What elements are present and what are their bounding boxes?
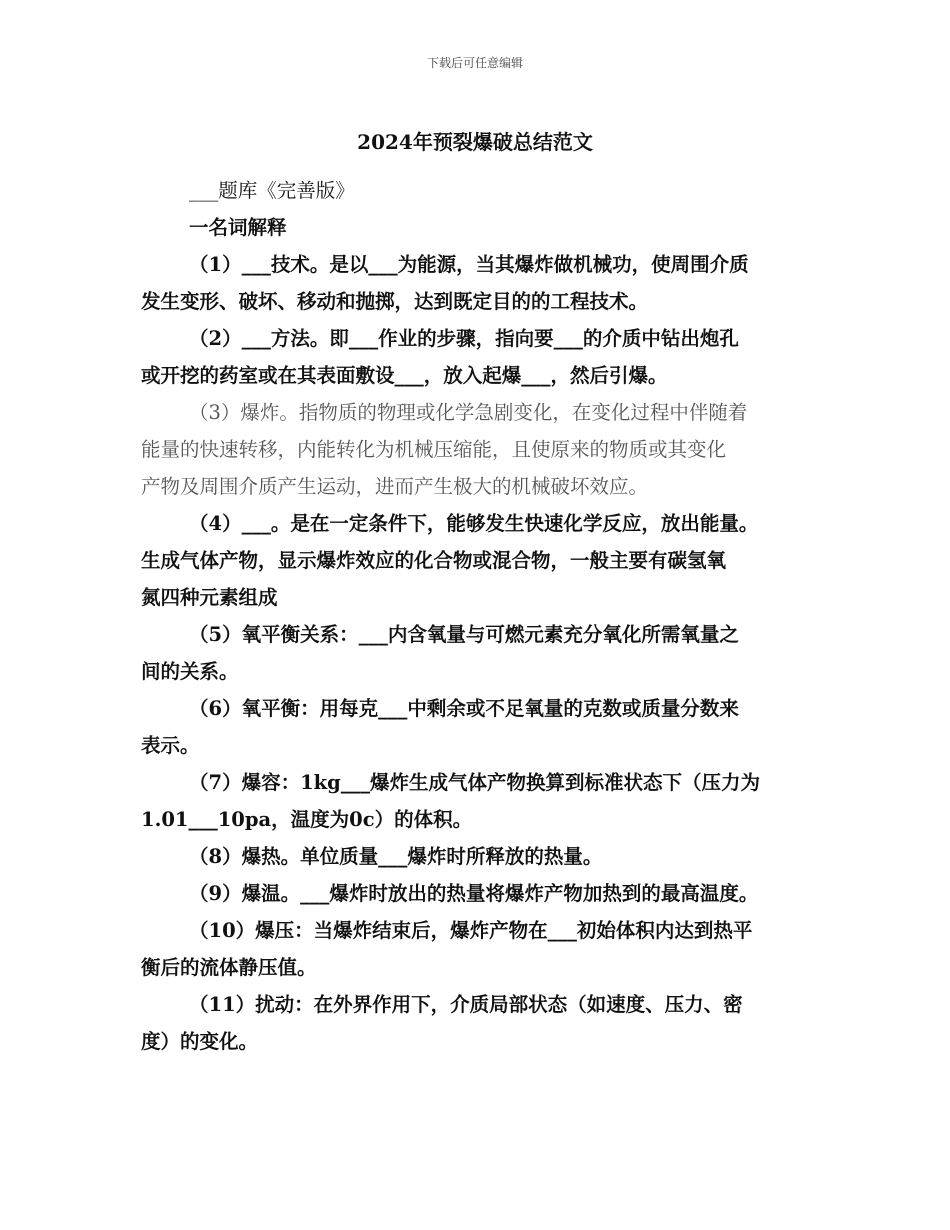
- text-line: 产物及周围介质产生运动，进而产生极大的机械破坏效应。: [141, 475, 649, 498]
- text-line: 表示。: [141, 734, 200, 757]
- text-line: 生成气体产物，显示爆炸效应的化合物或混合物，一般主要有碳氢氧: [141, 549, 727, 572]
- page-header: 下载后可任意编辑: [426, 56, 523, 70]
- text-line: （10）爆压：当爆炸结束后，爆炸产物在___初始体积内达到热平: [189, 919, 753, 942]
- text-line: 发生变形、破坏、移动和抛掷，达到既定目的的工程技术。: [141, 290, 649, 313]
- text-line: （11）扰动：在外界作用下，介质局部状态（如速度、压力、密: [189, 993, 743, 1016]
- text-line: （8）爆热。单位质量___爆炸时所释放的热量。: [189, 845, 603, 868]
- text-line: 氮四种元素组成: [141, 586, 278, 609]
- text-line: （4）___。是在一定条件下，能够发生快速化学反应，放出能量。: [189, 512, 759, 535]
- text-line: （2）___方法。即___作业的步骤，指向要___的介质中钻出炮孔: [189, 327, 739, 350]
- text-line: （3）爆炸。指物质的物理或化学急剧变化，在变化过程中伴随着: [189, 401, 748, 424]
- text-line: （6）氧平衡：用每克___中剩余或不足氧量的克数或质量分数来: [189, 697, 739, 720]
- text-line: （5）氧平衡关系：___内含氧量与可燃元素充分氧化所需氧量之: [189, 623, 739, 646]
- text-line: 衡后的流体静压值。: [141, 956, 317, 979]
- text-line: 能量的快速转移，内能转化为机械压缩能，且使原来的物质或其变化: [141, 438, 727, 461]
- text-line: 1.01___10pa，温度为0c）的体积。: [141, 808, 473, 831]
- text-line: （7）爆容：1kg___爆炸生成气体产物换算到标准状态下（压力为: [189, 771, 761, 794]
- text-line: 间的关系。: [141, 660, 239, 683]
- document-body: [141, 172, 811, 1060]
- text-line: 度）的变化。: [141, 1030, 259, 1053]
- text-line: ___题库《完善版》: [189, 179, 355, 202]
- text-line: 一名词解释: [189, 216, 287, 239]
- text-line: 或开挖的药室或在其表面敷设___，放入起爆___，然后引爆。: [141, 364, 668, 387]
- text-line: （9）爆温。___爆炸时放出的热量将爆炸产物加热到的最高温度。: [189, 882, 759, 905]
- text-line: （1）___技术。是以___为能源，当其爆炸做机械功，使周围介质: [189, 253, 749, 276]
- document-title: 2024年预裂爆破总结范文: [357, 130, 593, 154]
